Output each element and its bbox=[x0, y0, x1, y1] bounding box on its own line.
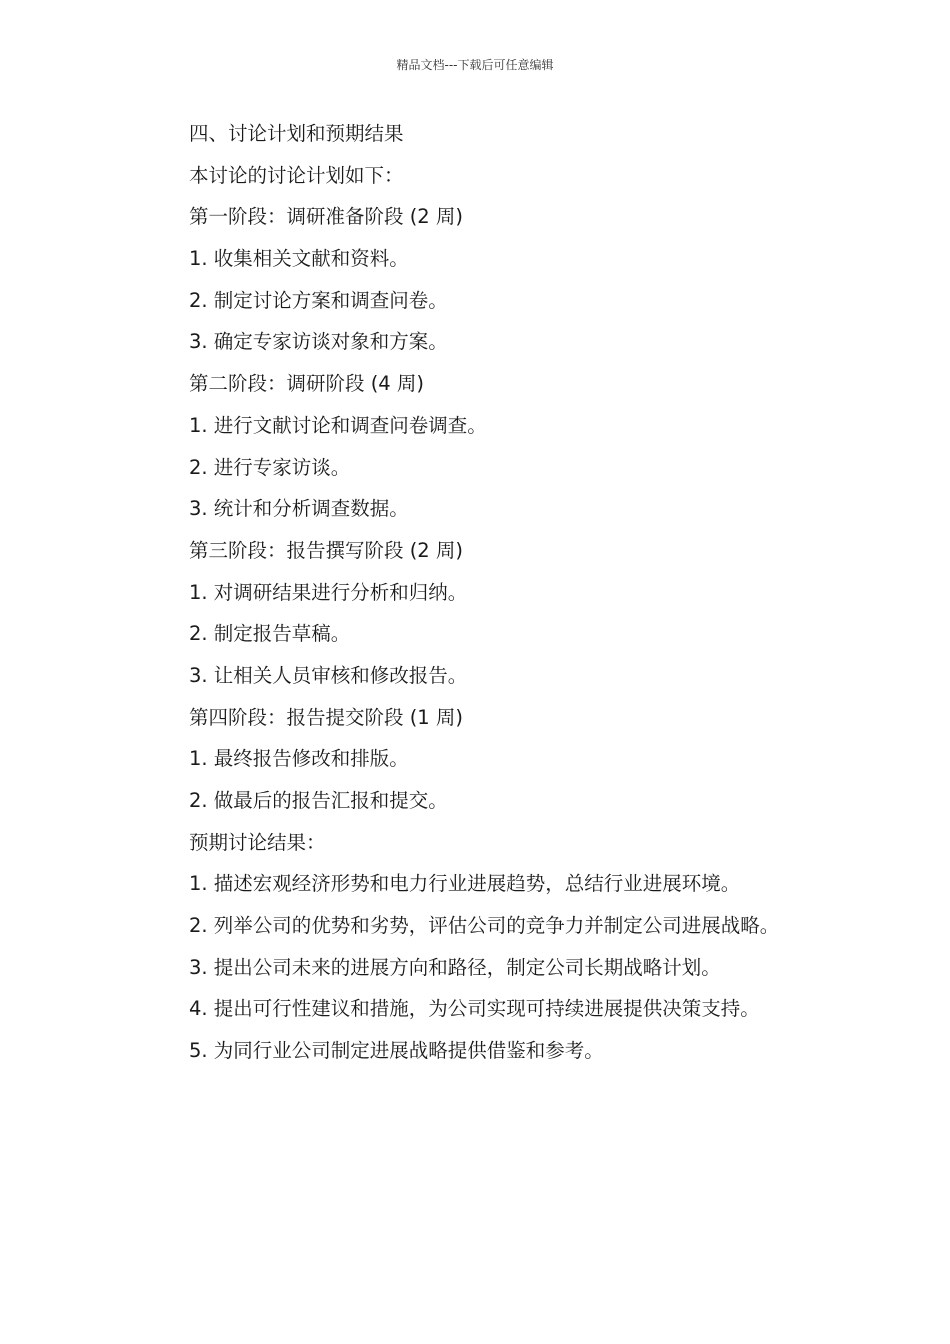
list-item: 2. 列举公司的优势和劣势，评估公司的竞争力并制定公司进展战略。 bbox=[189, 914, 780, 938]
list-item: 1. 进行文献讨论和调查问卷调查。 bbox=[189, 413, 487, 437]
list-item: 1. 对调研结果进行分析和归纳。 bbox=[189, 580, 468, 604]
results-heading: 预期讨论结果： bbox=[189, 830, 326, 854]
phase-heading: 第一阶段：调研准备阶段 (2 周) bbox=[189, 205, 464, 229]
section-heading: 四、讨论计划和预期结果 bbox=[189, 122, 404, 145]
phase-heading: 第二阶段：调研阶段 (4 周) bbox=[189, 372, 425, 396]
list-item: 3. 让相关人员审核和修改报告。 bbox=[189, 663, 468, 687]
list-item: 3. 确定专家访谈对象和方案。 bbox=[189, 330, 448, 354]
list-item: 3. 提出公司未来的进展方向和路径，制定公司长期战略计划。 bbox=[189, 955, 721, 979]
page-header: 精品文档---下载后可任意编辑 bbox=[396, 58, 554, 72]
list-item: 1. 描述宏观经济形势和电力行业进展趋势，总结行业进展环境。 bbox=[189, 872, 741, 896]
phase-heading: 第四阶段：报告提交阶段 (1 周) bbox=[189, 705, 464, 729]
list-item: 2. 制定讨论方案和调查问卷。 bbox=[189, 288, 448, 312]
list-item: 2. 进行专家访谈。 bbox=[189, 455, 351, 479]
list-item: 5. 为同行业公司制定进展战略提供借鉴和参考。 bbox=[189, 1039, 604, 1063]
intro-line: 本讨论的讨论计划如下： bbox=[189, 163, 404, 187]
list-item: 2. 做最后的报告汇报和提交。 bbox=[189, 789, 448, 812]
list-item: 1. 收集相关文献和资料。 bbox=[189, 247, 409, 271]
list-item: 2. 制定报告草稿。 bbox=[189, 622, 351, 646]
list-item: 4. 提出可行性建议和措施，为公司实现可持续进展提供决策支持。 bbox=[189, 997, 760, 1021]
list-item: 3. 统计和分析调查数据。 bbox=[189, 497, 409, 521]
list-item: 1. 最终报告修改和排版。 bbox=[189, 747, 409, 771]
document-body bbox=[189, 113, 889, 1072]
phase-heading: 第三阶段：报告撰写阶段 (2 周) bbox=[189, 538, 464, 562]
